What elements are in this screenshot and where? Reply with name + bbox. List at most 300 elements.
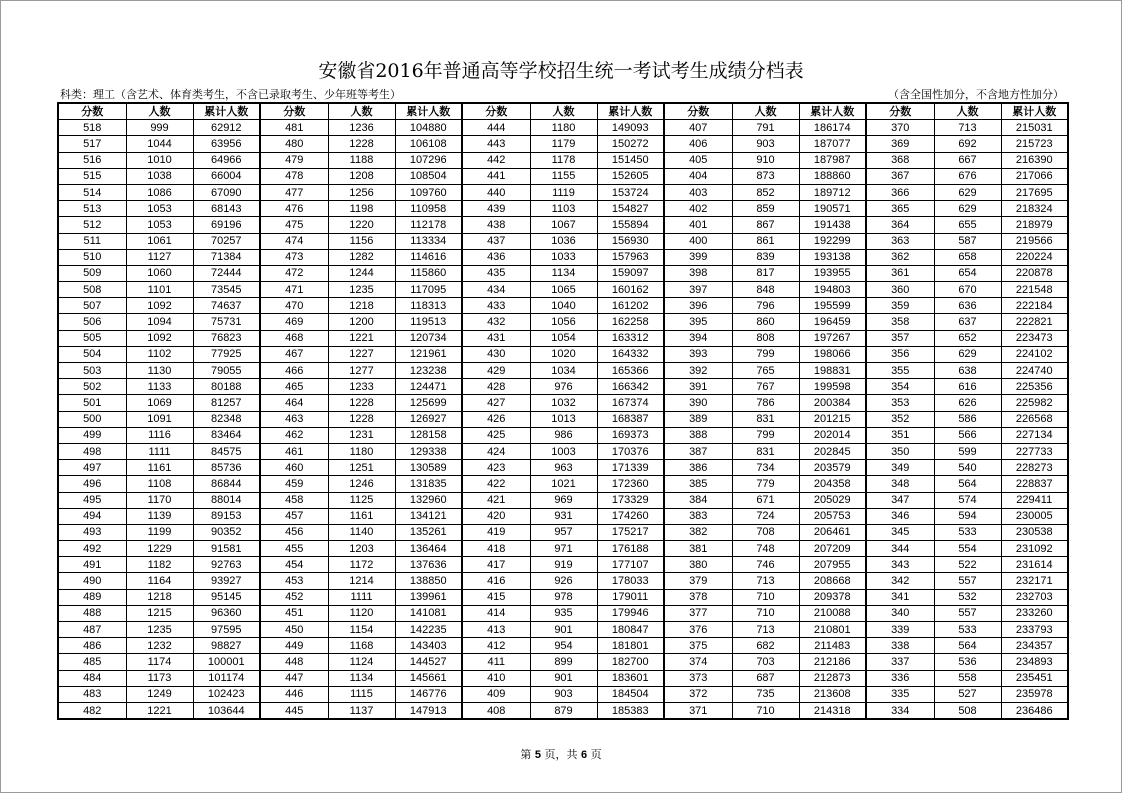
cell-count: 1060	[126, 265, 193, 281]
cell-count: 935	[530, 605, 597, 621]
cell-cumulative: 217066	[1001, 168, 1068, 184]
cell-score: 451	[260, 605, 328, 621]
cell-cumulative: 225982	[1001, 395, 1068, 411]
cell-score: 347	[866, 492, 934, 508]
cell-cumulative: 95145	[193, 589, 260, 605]
cell-cumulative: 84575	[193, 443, 260, 459]
cell-cumulative: 69196	[193, 217, 260, 233]
cell-cumulative: 88014	[193, 492, 260, 508]
cell-score: 465	[260, 379, 328, 395]
cell-cumulative: 62912	[193, 120, 260, 136]
cell-count: 954	[530, 638, 597, 654]
cell-score: 440	[462, 184, 530, 200]
cell-count: 919	[530, 557, 597, 573]
cell-cumulative: 196459	[799, 314, 866, 330]
cell-score: 408	[462, 702, 530, 719]
cell-cumulative: 130589	[395, 460, 462, 476]
cell-score: 507	[58, 298, 126, 314]
cell-score: 437	[462, 233, 530, 249]
cell-count: 746	[732, 557, 799, 573]
cell-score: 349	[866, 460, 934, 476]
cell-cumulative: 114616	[395, 249, 462, 265]
cell-count: 859	[732, 201, 799, 217]
cell-score: 469	[260, 314, 328, 330]
cell-score: 457	[260, 508, 328, 524]
cell-cumulative: 188860	[799, 168, 866, 184]
cell-count: 1180	[530, 120, 597, 136]
cell-cumulative: 151450	[597, 152, 664, 168]
cell-count: 708	[732, 524, 799, 540]
cell-score: 490	[58, 573, 126, 589]
cell-count: 616	[934, 379, 1001, 395]
cell-cumulative: 137636	[395, 557, 462, 573]
table-row	[58, 492, 1068, 508]
cell-count: 1038	[126, 168, 193, 184]
cell-cumulative: 207955	[799, 557, 866, 573]
cell-score: 394	[664, 330, 732, 346]
cell-score: 370	[866, 120, 934, 136]
cell-count: 852	[732, 184, 799, 200]
cell-cumulative: 220224	[1001, 249, 1068, 265]
cell-cumulative: 178033	[597, 573, 664, 589]
cell-cumulative: 234357	[1001, 638, 1068, 654]
cell-score: 412	[462, 638, 530, 654]
cell-count: 710	[732, 589, 799, 605]
cell-score: 458	[260, 492, 328, 508]
cell-cumulative: 166342	[597, 379, 664, 395]
cell-score: 436	[462, 249, 530, 265]
cell-cumulative: 92763	[193, 557, 260, 573]
cell-count: 1277	[328, 363, 395, 379]
cell-score: 377	[664, 605, 732, 621]
cell-cumulative: 199598	[799, 379, 866, 395]
cell-cumulative: 115860	[395, 265, 462, 281]
cell-count: 1188	[328, 152, 395, 168]
cell-score: 477	[260, 184, 328, 200]
cell-count: 1236	[328, 120, 395, 136]
cell-score: 426	[462, 411, 530, 427]
cell-cumulative: 227733	[1001, 443, 1068, 459]
cell-cumulative: 234893	[1001, 654, 1068, 670]
cell-count: 1013	[530, 411, 597, 427]
cell-score: 492	[58, 541, 126, 557]
cell-count: 594	[934, 508, 1001, 524]
cell-score: 395	[664, 314, 732, 330]
cell-cumulative: 214318	[799, 702, 866, 719]
cell-count: 963	[530, 460, 597, 476]
cell-score: 380	[664, 557, 732, 573]
cell-score: 359	[866, 298, 934, 314]
cell-score: 387	[664, 443, 732, 459]
cell-cumulative: 208668	[799, 573, 866, 589]
cell-score: 481	[260, 120, 328, 136]
table-row	[58, 654, 1068, 670]
cell-score: 447	[260, 670, 328, 686]
cell-cumulative: 157963	[597, 249, 664, 265]
cell-count: 1120	[328, 605, 395, 621]
cell-cumulative: 164332	[597, 346, 664, 362]
cell-count: 969	[530, 492, 597, 508]
cell-score: 448	[260, 654, 328, 670]
cell-score: 459	[260, 476, 328, 492]
cell-score: 513	[58, 201, 126, 217]
cell-cumulative: 198066	[799, 346, 866, 362]
cell-score: 460	[260, 460, 328, 476]
cell-count: 724	[732, 508, 799, 524]
cell-score: 417	[462, 557, 530, 573]
cell-count: 658	[934, 249, 1001, 265]
cell-score: 421	[462, 492, 530, 508]
cell-count: 1233	[328, 379, 395, 395]
cell-count: 971	[530, 541, 597, 557]
cell-score: 489	[58, 589, 126, 605]
cell-count: 1215	[126, 605, 193, 621]
cell-count: 1218	[328, 298, 395, 314]
cell-score: 346	[866, 508, 934, 524]
cell-count: 713	[934, 120, 1001, 136]
cell-count: 1256	[328, 184, 395, 200]
cell-cumulative: 181801	[597, 638, 664, 654]
cell-score: 372	[664, 686, 732, 702]
cell-cumulative: 210801	[799, 622, 866, 638]
cell-count: 1140	[328, 524, 395, 540]
cell-count: 532	[934, 589, 1001, 605]
cell-cumulative: 167374	[597, 395, 664, 411]
table-row	[58, 686, 1068, 702]
cell-score: 487	[58, 622, 126, 638]
cell-cumulative: 146776	[395, 686, 462, 702]
cell-score: 475	[260, 217, 328, 233]
cell-cumulative: 129338	[395, 443, 462, 459]
cell-count: 1235	[126, 622, 193, 638]
cell-cumulative: 74637	[193, 298, 260, 314]
cell-cumulative: 175217	[597, 524, 664, 540]
cell-count: 1214	[328, 573, 395, 589]
cell-count: 1115	[328, 686, 395, 702]
cell-score: 416	[462, 573, 530, 589]
cell-cumulative: 152605	[597, 168, 664, 184]
cell-cumulative: 86844	[193, 476, 260, 492]
footer-middle: 页，共	[541, 748, 581, 761]
cell-count: 1199	[126, 524, 193, 540]
cell-count: 901	[530, 670, 597, 686]
table-row	[58, 411, 1068, 427]
cell-cumulative: 145661	[395, 670, 462, 686]
cell-score: 361	[866, 265, 934, 281]
cell-cumulative: 228273	[1001, 460, 1068, 476]
table-row	[58, 589, 1068, 605]
table-row	[58, 168, 1068, 184]
header-cumulative: 累计人数	[193, 103, 260, 120]
cell-score: 476	[260, 201, 328, 217]
cell-count: 1178	[530, 152, 597, 168]
cell-count: 1244	[328, 265, 395, 281]
cell-score: 515	[58, 168, 126, 184]
cell-cumulative: 77925	[193, 346, 260, 362]
cell-cumulative: 73545	[193, 282, 260, 298]
cell-cumulative: 193955	[799, 265, 866, 281]
cell-score: 383	[664, 508, 732, 524]
cell-cumulative: 109760	[395, 184, 462, 200]
cell-cumulative: 155894	[597, 217, 664, 233]
cell-count: 703	[732, 654, 799, 670]
cell-score: 403	[664, 184, 732, 200]
cell-cumulative: 207209	[799, 541, 866, 557]
cell-cumulative: 150272	[597, 136, 664, 152]
cell-cumulative: 75731	[193, 314, 260, 330]
cell-score: 511	[58, 233, 126, 249]
cell-cumulative: 195599	[799, 298, 866, 314]
cell-cumulative: 198831	[799, 363, 866, 379]
cell-cumulative: 83464	[193, 427, 260, 443]
cell-score: 501	[58, 395, 126, 411]
cell-score: 502	[58, 379, 126, 395]
header-score: 分数	[462, 103, 530, 120]
cell-cumulative: 179946	[597, 605, 664, 621]
cell-cumulative: 110958	[395, 201, 462, 217]
table-row	[58, 524, 1068, 540]
table-row	[58, 427, 1068, 443]
cell-score: 488	[58, 605, 126, 621]
cell-count: 1246	[328, 476, 395, 492]
cell-count: 557	[934, 573, 1001, 589]
cell-cumulative: 153724	[597, 184, 664, 200]
header-score: 分数	[58, 103, 126, 120]
cell-cumulative: 103644	[193, 702, 260, 719]
cell-count: 629	[934, 184, 1001, 200]
cell-count: 636	[934, 298, 1001, 314]
cell-cumulative: 204358	[799, 476, 866, 492]
cell-score: 496	[58, 476, 126, 492]
cell-cumulative: 144527	[395, 654, 462, 670]
cell-score: 419	[462, 524, 530, 540]
cell-score: 433	[462, 298, 530, 314]
cell-count: 1229	[126, 541, 193, 557]
cell-count: 1125	[328, 492, 395, 508]
cell-count: 1170	[126, 492, 193, 508]
table-row	[58, 120, 1068, 136]
cell-score: 344	[866, 541, 934, 557]
cell-count: 1067	[530, 217, 597, 233]
cell-count: 1053	[126, 201, 193, 217]
cell-count: 860	[732, 314, 799, 330]
cell-cumulative: 223473	[1001, 330, 1068, 346]
table-row	[58, 217, 1068, 233]
cell-cumulative: 221548	[1001, 282, 1068, 298]
cell-cumulative: 219566	[1001, 233, 1068, 249]
cell-cumulative: 206461	[799, 524, 866, 540]
cell-score: 462	[260, 427, 328, 443]
cell-cumulative: 232171	[1001, 573, 1068, 589]
cell-score: 382	[664, 524, 732, 540]
cell-score: 373	[664, 670, 732, 686]
cell-score: 428	[462, 379, 530, 395]
cell-count: 599	[934, 443, 1001, 459]
cell-score: 425	[462, 427, 530, 443]
score-distribution-table	[57, 102, 1069, 720]
cell-score: 500	[58, 411, 126, 427]
cell-count: 557	[934, 605, 1001, 621]
cell-count: 1161	[328, 508, 395, 524]
cell-score: 512	[58, 217, 126, 233]
cell-count: 1155	[530, 168, 597, 184]
cell-score: 414	[462, 605, 530, 621]
cell-score: 427	[462, 395, 530, 411]
cell-count: 1069	[126, 395, 193, 411]
cell-score: 400	[664, 233, 732, 249]
cell-count: 1208	[328, 168, 395, 184]
cell-score: 392	[664, 363, 732, 379]
cell-score: 409	[462, 686, 530, 702]
header-cumulative: 累计人数	[395, 103, 462, 120]
table-row	[58, 557, 1068, 573]
cell-count: 799	[732, 427, 799, 443]
cell-cumulative: 224740	[1001, 363, 1068, 379]
cell-score: 384	[664, 492, 732, 508]
cell-cumulative: 71384	[193, 249, 260, 265]
table-row	[58, 638, 1068, 654]
cell-cumulative: 91581	[193, 541, 260, 557]
cell-cumulative: 216390	[1001, 152, 1068, 168]
cell-score: 364	[866, 217, 934, 233]
cell-cumulative: 156930	[597, 233, 664, 249]
cell-cumulative: 102423	[193, 686, 260, 702]
cell-score: 381	[664, 541, 732, 557]
cell-cumulative: 149093	[597, 120, 664, 136]
cell-count: 999	[126, 120, 193, 136]
cell-cumulative: 209378	[799, 589, 866, 605]
cell-count: 508	[934, 702, 1001, 719]
cell-count: 1251	[328, 460, 395, 476]
cell-count: 710	[732, 605, 799, 621]
cell-score: 497	[58, 460, 126, 476]
cell-count: 587	[934, 233, 1001, 249]
table-row	[58, 152, 1068, 168]
cell-score: 363	[866, 233, 934, 249]
cell-cumulative: 131835	[395, 476, 462, 492]
cell-count: 1020	[530, 346, 597, 362]
cell-score: 378	[664, 589, 732, 605]
table-row	[58, 670, 1068, 686]
cell-cumulative: 93927	[193, 573, 260, 589]
cell-count: 1198	[328, 201, 395, 217]
cell-score: 389	[664, 411, 732, 427]
cell-cumulative: 142235	[395, 622, 462, 638]
cell-count: 1056	[530, 314, 597, 330]
cell-cumulative: 159097	[597, 265, 664, 281]
cell-score: 362	[866, 249, 934, 265]
cell-count: 1133	[126, 379, 193, 395]
cell-cumulative: 176188	[597, 541, 664, 557]
cell-count: 1228	[328, 411, 395, 427]
cell-cumulative: 201215	[799, 411, 866, 427]
cell-score: 367	[866, 168, 934, 184]
cell-score: 391	[664, 379, 732, 395]
cell-count: 899	[530, 654, 597, 670]
cell-count: 903	[530, 686, 597, 702]
cell-score: 339	[866, 622, 934, 638]
cell-score: 474	[260, 233, 328, 249]
cell-score: 340	[866, 605, 934, 621]
cell-count: 1249	[126, 686, 193, 702]
cell-count: 1168	[328, 638, 395, 654]
cell-count: 554	[934, 541, 1001, 557]
cell-count: 536	[934, 654, 1001, 670]
table-row	[58, 184, 1068, 200]
cell-cumulative: 106108	[395, 136, 462, 152]
table-header-row	[58, 103, 1068, 120]
cell-count: 1010	[126, 152, 193, 168]
cell-count: 903	[732, 136, 799, 152]
cell-cumulative: 212186	[799, 654, 866, 670]
cell-count: 540	[934, 460, 1001, 476]
cell-score: 337	[866, 654, 934, 670]
cell-cumulative: 139961	[395, 589, 462, 605]
cell-count: 638	[934, 363, 1001, 379]
cell-score: 379	[664, 573, 732, 589]
table-row	[58, 460, 1068, 476]
cell-count: 873	[732, 168, 799, 184]
cell-score: 456	[260, 524, 328, 540]
cell-cumulative: 202014	[799, 427, 866, 443]
cell-count: 734	[732, 460, 799, 476]
cell-cumulative: 68143	[193, 201, 260, 217]
cell-score: 442	[462, 152, 530, 168]
cell-score: 336	[866, 670, 934, 686]
cell-count: 1044	[126, 136, 193, 152]
cell-cumulative: 147913	[395, 702, 462, 719]
cell-cumulative: 233793	[1001, 622, 1068, 638]
table-row	[58, 622, 1068, 638]
cell-cumulative: 160162	[597, 282, 664, 298]
cell-count: 796	[732, 298, 799, 314]
cell-cumulative: 85736	[193, 460, 260, 476]
cell-score: 468	[260, 330, 328, 346]
cell-cumulative: 161202	[597, 298, 664, 314]
cell-count: 670	[934, 282, 1001, 298]
cell-count: 748	[732, 541, 799, 557]
cell-score: 509	[58, 265, 126, 281]
cell-count: 710	[732, 702, 799, 719]
cell-score: 351	[866, 427, 934, 443]
cell-score: 424	[462, 443, 530, 459]
cell-score: 413	[462, 622, 530, 638]
table-row	[58, 379, 1068, 395]
cell-count: 687	[732, 670, 799, 686]
cell-cumulative: 141081	[395, 605, 462, 621]
cell-cumulative: 170376	[597, 443, 664, 459]
cell-cumulative: 192299	[799, 233, 866, 249]
cell-cumulative: 193138	[799, 249, 866, 265]
cell-count: 808	[732, 330, 799, 346]
cell-cumulative: 186174	[799, 120, 866, 136]
cell-score: 353	[866, 395, 934, 411]
cell-score: 404	[664, 168, 732, 184]
cell-score: 342	[866, 573, 934, 589]
cell-cumulative: 218979	[1001, 217, 1068, 233]
cell-count: 1036	[530, 233, 597, 249]
cell-count: 1161	[126, 460, 193, 476]
cell-count: 1116	[126, 427, 193, 443]
cell-score: 478	[260, 168, 328, 184]
cell-count: 1221	[126, 702, 193, 719]
cell-score: 441	[462, 168, 530, 184]
cell-count: 1061	[126, 233, 193, 249]
cell-cumulative: 128158	[395, 427, 462, 443]
cell-count: 1228	[328, 395, 395, 411]
cell-cumulative: 101174	[193, 670, 260, 686]
table-row	[58, 201, 1068, 217]
